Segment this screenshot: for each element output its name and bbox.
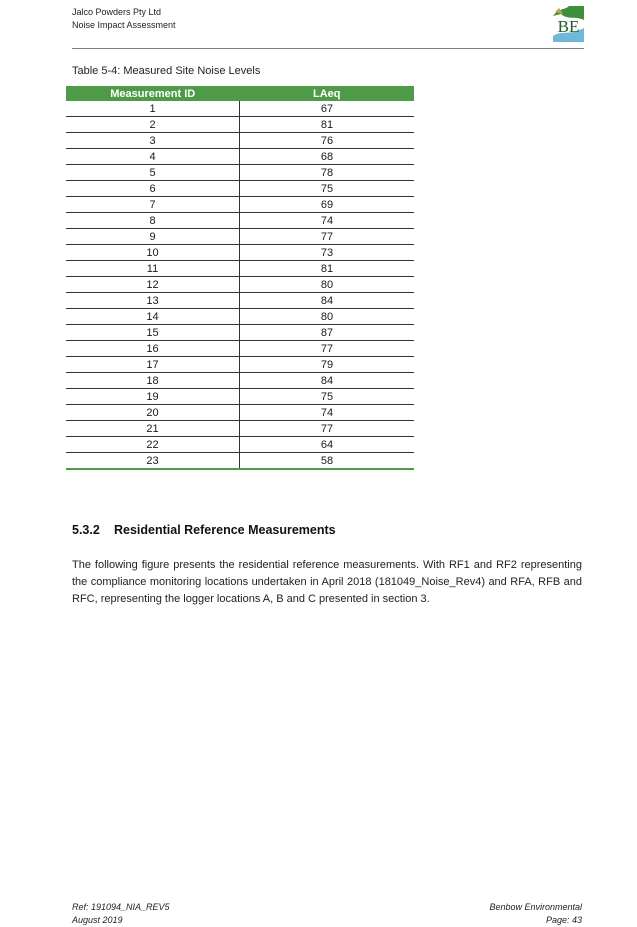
table-row	[66, 341, 414, 357]
laeq-cell: 80	[240, 277, 415, 293]
laeq-cell: 67	[240, 101, 415, 117]
table-row	[66, 149, 414, 165]
laeq-cell: 78	[240, 165, 415, 181]
laeq-cell: 84	[240, 293, 415, 309]
table-row	[66, 325, 414, 341]
column-header-laeq: LAeq	[240, 86, 415, 101]
body-paragraph: The following figure presents the residential reference measurements. With RF1 and RF2 representing the compliance monitoring locations undertaken in April 2018 (181049_Noise_Rev4) and RFA, RFB and RFC, representing the logger locations A, B and C presented in section 3.	[72, 559, 582, 605]
table-row	[66, 117, 414, 133]
measurement-id-cell: 9	[66, 229, 240, 245]
noise-levels-table	[66, 86, 414, 470]
measurement-id-cell: 3	[66, 133, 240, 149]
laeq-cell: 80	[240, 309, 415, 325]
section-number: 5.3.2	[72, 523, 100, 537]
laeq-cell: 68	[240, 149, 415, 165]
measurement-id-cell: 17	[66, 357, 240, 373]
measurement-id-cell: 23	[66, 453, 240, 470]
measurement-id-cell: 16	[66, 341, 240, 357]
logo-text: BE	[557, 17, 580, 36]
table-caption: Table 5-4: Measured Site Noise Levels	[72, 65, 261, 77]
table-row	[66, 101, 414, 117]
laeq-cell: 77	[240, 229, 415, 245]
section-title: Residential Reference Measurements	[114, 523, 336, 537]
laeq-cell: 79	[240, 357, 415, 373]
table-row	[66, 389, 414, 405]
laeq-cell: 81	[240, 117, 415, 133]
measurement-id-cell: 4	[66, 149, 240, 165]
laeq-cell: 84	[240, 373, 415, 389]
table-row	[66, 181, 414, 197]
measurement-id-cell: 13	[66, 293, 240, 309]
measurement-id-cell: 14	[66, 309, 240, 325]
laeq-cell: 64	[240, 437, 415, 453]
laeq-cell: 75	[240, 389, 415, 405]
measurement-id-cell: 1	[66, 101, 240, 117]
laeq-cell: 74	[240, 213, 415, 229]
table-row	[66, 245, 414, 261]
table-row	[66, 309, 414, 325]
measurement-id-cell: 19	[66, 389, 240, 405]
header-company: Jalco Powders Pty Ltd	[72, 7, 162, 17]
table-row	[66, 293, 414, 309]
table-row	[66, 213, 414, 229]
header-document-title: Noise Impact Assessment	[72, 20, 176, 30]
measurement-id-cell: 7	[66, 197, 240, 213]
measurement-id-cell: 21	[66, 421, 240, 437]
measurement-id-cell: 18	[66, 373, 240, 389]
table-body	[66, 101, 414, 469]
table-row	[66, 357, 414, 373]
table-row	[66, 373, 414, 389]
measurement-id-cell: 10	[66, 245, 240, 261]
measurement-id-cell: 15	[66, 325, 240, 341]
laeq-cell: 77	[240, 341, 415, 357]
footer-company: Benbow Environmental	[489, 902, 582, 912]
measurement-id-cell: 5	[66, 165, 240, 181]
laeq-cell: 69	[240, 197, 415, 213]
table-row	[66, 437, 414, 453]
measurement-id-cell: 8	[66, 213, 240, 229]
column-header-measurement-id: Measurement ID	[66, 86, 240, 101]
table-row	[66, 165, 414, 181]
laeq-cell: 76	[240, 133, 415, 149]
footer-left	[72, 901, 170, 927]
laeq-cell: 81	[240, 261, 415, 277]
benbow-logo-icon	[553, 6, 584, 42]
footer-date: August 2019	[72, 915, 123, 925]
table-row	[66, 405, 414, 421]
table-header-row	[66, 86, 414, 101]
measurement-id-cell: 6	[66, 181, 240, 197]
measurement-id-cell: 22	[66, 437, 240, 453]
table-row	[66, 453, 414, 470]
laeq-cell: 75	[240, 181, 415, 197]
measurement-id-cell: 20	[66, 405, 240, 421]
table-row	[66, 197, 414, 213]
table-row	[66, 229, 414, 245]
table-row	[66, 261, 414, 277]
table-row	[66, 277, 414, 293]
footer-page-number: Page: 43	[545, 915, 582, 925]
table-row	[66, 421, 414, 437]
laeq-cell: 58	[240, 453, 415, 470]
page-header	[72, 6, 584, 49]
section-heading	[72, 523, 336, 537]
table-row	[66, 133, 414, 149]
footer-ref: Ref: 191094_NIA_REV5	[72, 902, 170, 912]
measurement-id-cell: 11	[66, 261, 240, 277]
measurement-id-cell: 12	[66, 277, 240, 293]
measurement-id-cell: 2	[66, 117, 240, 133]
footer-right	[489, 901, 582, 927]
laeq-cell: 74	[240, 405, 415, 421]
laeq-cell: 77	[240, 421, 415, 437]
laeq-cell: 87	[240, 325, 415, 341]
laeq-cell: 73	[240, 245, 415, 261]
